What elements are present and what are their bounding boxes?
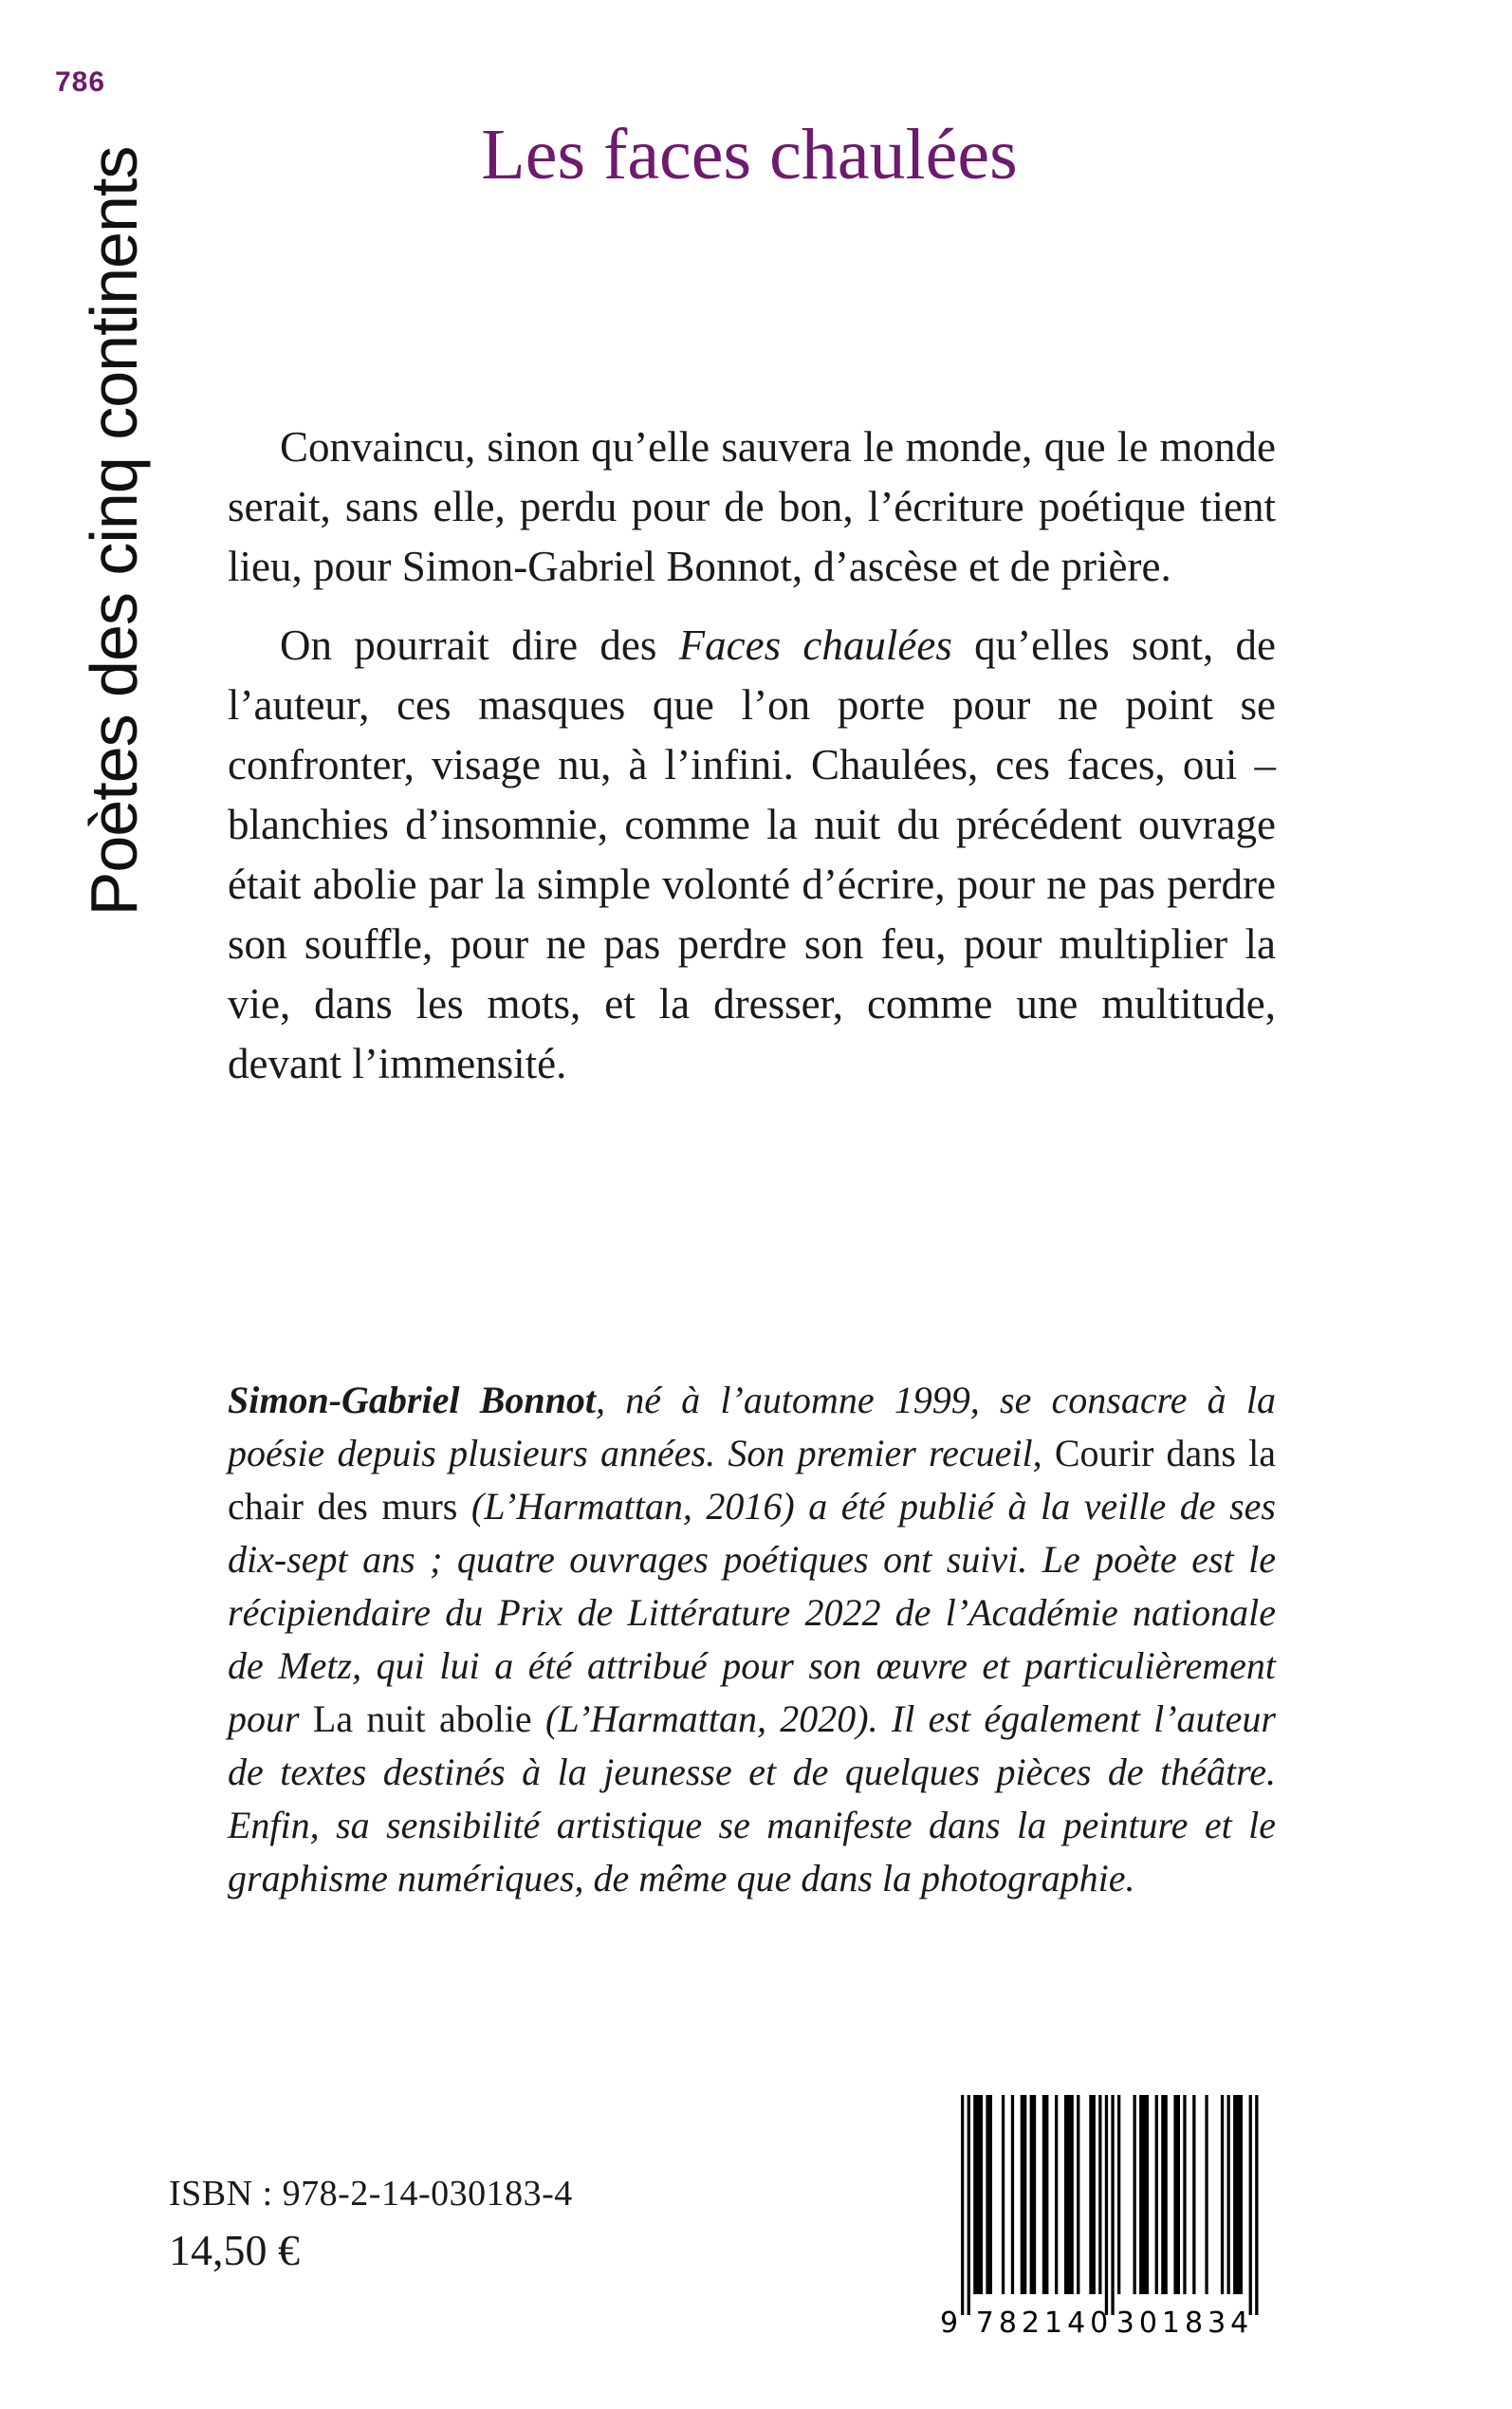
barcode-bar bbox=[1233, 2095, 1243, 2294]
blurb-paragraph-2 bbox=[228, 616, 1276, 1094]
bio-text-3: (L’Harmattan, 2020). Il est également l’auteur de textes destinés à la jeunesse et de quelques pièces de théâtre. Enfin, sa sensibilité artistique se manifeste dans la peinture et le graphisme numériques, de même que dans la photographie. bbox=[228, 1697, 1276, 1899]
barcode-bar bbox=[1205, 2095, 1208, 2294]
barcode-bar bbox=[1021, 2095, 1027, 2294]
blurb-paragraph-2-start: On pourrait dire des bbox=[280, 621, 679, 669]
barcode-bar bbox=[1042, 2095, 1049, 2294]
blurb bbox=[228, 417, 1276, 1113]
blurb-book-title: Faces chaulées bbox=[678, 621, 952, 669]
bio-work-1: Courir dans la chair des murs bbox=[228, 1432, 1276, 1528]
barcode-bar bbox=[1173, 2095, 1180, 2294]
blurb-paragraph-2-end: qu’elles sont, de l’auteur, ces masques que l’on porte pour ne point se confronter, visage nu, à l’infini. Chaulées, ces faces, oui – blanchies d’insomnie, comme la nuit du précédent ouvrage était abolie par la simple volonté d’écrire, pour ne pas perdre son souffle, pour ne pas perdre son feu, pour multiplier la vie, dans les mots, et la dresser, comme une multitude, devant l’immensité. bbox=[228, 621, 1276, 1087]
author-bio bbox=[228, 1374, 1276, 1905]
isbn: ISBN : 978-2-14-030183-4 bbox=[169, 2174, 573, 2214]
series-number: 786 bbox=[55, 66, 106, 98]
book-title: Les faces chaulées bbox=[481, 115, 1018, 195]
blurb-paragraph-1: Convaincu, sinon qu’elle sauvera le monde, que le monde serait, sans elle, perdu pour de bon, l’écriture poétique tient lieu, pour Simon-Gabriel Bonnot, d’ascèse et de prière. bbox=[228, 423, 1276, 590]
barcode-bar bbox=[1183, 2095, 1186, 2294]
barcode-bar bbox=[1055, 2095, 1058, 2294]
barcode-bar bbox=[1227, 2095, 1230, 2294]
barcode-bar bbox=[1030, 2095, 1037, 2294]
barcode-bar bbox=[1011, 2095, 1014, 2294]
barcode-bar bbox=[1192, 2095, 1195, 2294]
barcode-bar bbox=[1134, 2095, 1136, 2294]
barcode-bar bbox=[1117, 2095, 1120, 2294]
barcode-bar bbox=[1077, 2095, 1079, 2294]
barcode-guard-bar bbox=[1255, 2095, 1258, 2315]
barcode-guard-bar bbox=[1105, 2095, 1108, 2315]
bio-text-1: , né à l’automne 1999, se consacre à la poésie depuis plusieurs années. Son premier recueil, bbox=[228, 1379, 1276, 1474]
barcode-guard-bar bbox=[1111, 2095, 1114, 2315]
barcode-bar bbox=[1139, 2095, 1149, 2294]
barcode bbox=[934, 2087, 1272, 2340]
bio-work-2: La nuit abolie bbox=[312, 1697, 532, 1740]
series-name: Poètes des cinq continents bbox=[77, 146, 151, 917]
barcode-bar bbox=[973, 2095, 983, 2294]
barcode-guard-bar bbox=[961, 2095, 964, 2315]
barcode-bar bbox=[986, 2095, 992, 2294]
barcode-digit-first: 9 bbox=[940, 2307, 959, 2340]
author-name: Simon-Gabriel Bonnot bbox=[228, 1379, 596, 1421]
barcode-bar bbox=[1064, 2095, 1074, 2294]
price: 14,50 € bbox=[169, 2226, 300, 2274]
barcode-bars bbox=[961, 2095, 1259, 2315]
barcode-guard-bar bbox=[968, 2095, 970, 2315]
barcode-bar bbox=[1002, 2095, 1005, 2294]
barcode-bar bbox=[1155, 2095, 1158, 2294]
barcode-digits-right: 301834 bbox=[1116, 2307, 1254, 2340]
bio-text-2: (L’Harmattan, 2016) a été publié à la veille de ses dix-sept ans ; quatre ouvrages poétiques ont suivi. Le poète est le récipiendaire du Prix de Littérature 2022 de l’Académie nationale de Metz, qui lui a été attribué pour son œuvre et particulièrement pour bbox=[228, 1485, 1276, 1740]
barcode-bar bbox=[1089, 2095, 1096, 2294]
barcode-graphic bbox=[934, 2087, 1272, 2340]
barcode-bar bbox=[1161, 2095, 1168, 2294]
barcode-bar bbox=[1221, 2095, 1224, 2294]
barcode-guard-bar bbox=[1249, 2095, 1252, 2315]
barcode-digits-left: 782140 bbox=[975, 2307, 1114, 2340]
barcode-bar bbox=[1098, 2095, 1101, 2294]
